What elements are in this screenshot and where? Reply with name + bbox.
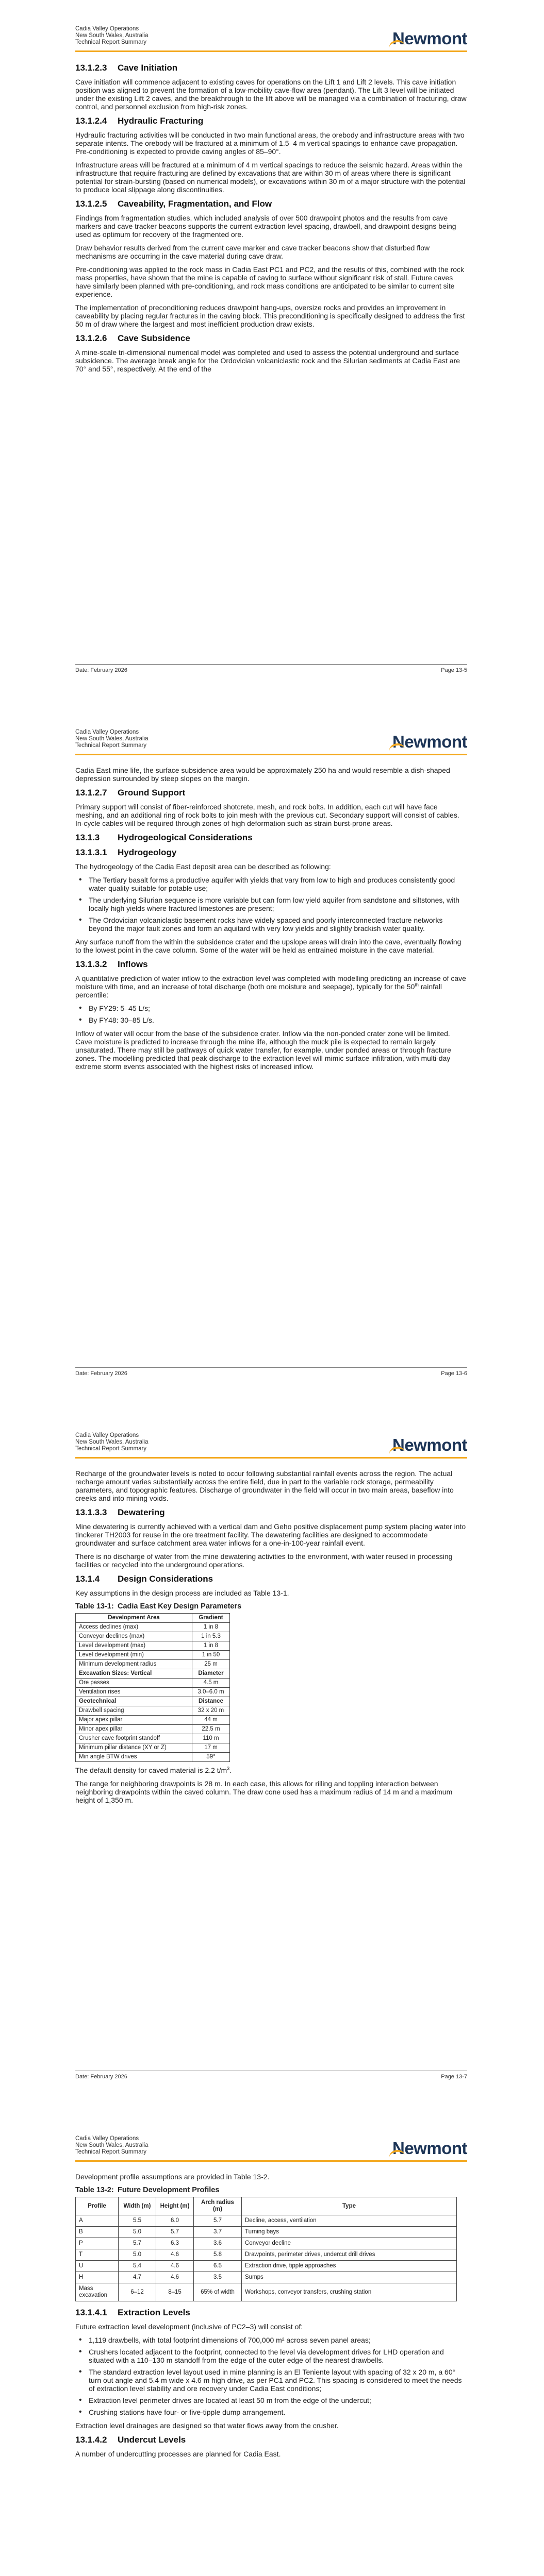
table-caption: Table 13-2: Future Development Profiles bbox=[75, 2186, 220, 2194]
page-13-8 bbox=[0, 2110, 544, 2576]
section-heading: 13.1.4.2 Undercut Levels bbox=[75, 2435, 186, 2445]
paragraph: Inflow of water will occur from the base of the subsidence crater. Inflow via the non-ponded crater zone will be limited. Cave moisture is predicted to increase through the mine life, although the muck pile is expected to remain largely unsaturated. There may still be pathways of quick water transfer, for example, under ponded areas or through fracture zones. The modelling predicted that peak discharge to the extraction level will mimic surface infiltration, with multi-day extreme storm events associated with the highest risks of increased inflow. bbox=[75, 1029, 451, 1071]
table-cell-value: 1 in 5.3 bbox=[192, 1632, 230, 1641]
table-cell-label: Geotechnical bbox=[76, 1697, 192, 1706]
page-footer bbox=[75, 664, 467, 675]
header-line-1: Cadia Valley Operations bbox=[75, 729, 139, 735]
header-line-1: Cadia Valley Operations bbox=[75, 1432, 139, 1438]
header-rule bbox=[75, 50, 467, 52]
table-cell-width: 5.0 bbox=[119, 2249, 156, 2261]
design-parameters-table bbox=[75, 1613, 230, 1762]
paragraph: Extraction level drainages are designed so that water flows away from the crusher. bbox=[75, 2421, 339, 2430]
section-heading: 13.1.3 Hydrogeological Considerations bbox=[75, 833, 253, 842]
section-heading: 13.1.3.2 Inflows bbox=[75, 959, 148, 969]
table-cell-value: 1 in 50 bbox=[192, 1651, 230, 1660]
table-cell-radius: 3.5 bbox=[194, 2272, 242, 2283]
table-cell-height: 4.6 bbox=[156, 2261, 194, 2272]
paragraph: Cave initiation will commence adjacent to existing caves for operations on the Lift 1 and Lift 2 levels. This cave initiation position was aligned to prevent the formation of a low-mobility cave-flow area (pendant). The Lift 3 level will be initiated under the existing Lift 2 caves, and the breakthrough to the lift above will be managed via a combination of fracturing, draw control, and personnel exclusion from high-risk zones. bbox=[75, 78, 467, 111]
table-row bbox=[76, 2283, 457, 2301]
table-cell-radius: 3.6 bbox=[194, 2238, 242, 2249]
table-cell-radius: 5.7 bbox=[194, 2215, 242, 2227]
table-cell-label: Ore passes bbox=[76, 1679, 192, 1688]
page-13-5 bbox=[0, 0, 544, 703]
paragraph: Mine dewatering is currently achieved with a vertical dam and Geho positive displacement pump system placing water into tinckerer TH2003 for reuse in the ore treatment facility. The dewatering facilities are designed to accommodate groundwater and surface catchment area water inflows for a one-in-100-year rainfall event. bbox=[75, 1522, 466, 1547]
table-row bbox=[76, 1725, 230, 1734]
table-cell-value: 25 m bbox=[192, 1660, 230, 1669]
table-cell-value: 59° bbox=[192, 1753, 230, 1762]
table-row bbox=[76, 2249, 457, 2261]
footer-page-number: Page 13-5 bbox=[441, 667, 467, 673]
table-cell-label: Minor apex pillar bbox=[76, 1725, 192, 1734]
header-line-2: New South Wales, Australia bbox=[75, 736, 149, 742]
table-cell-profile: P bbox=[76, 2238, 119, 2249]
page-body bbox=[75, 766, 467, 1076]
header-line-2: New South Wales, Australia bbox=[75, 1439, 149, 1445]
table-cell-type: Drawpoints, perimeter drives, undercut drill drives bbox=[242, 2249, 457, 2261]
table-cell-type: Turning bays bbox=[242, 2227, 457, 2238]
list-item: • The Ordovician volcaniclastic basement rocks have widely spaced and poorly interconnected fracture networks beyond the major fault zones and form an aquitard with very low yields and slightly brackish water quality. bbox=[75, 916, 467, 933]
table-cell-value: 3.0–6.0 m bbox=[192, 1688, 230, 1697]
table-cell-profile: Mass excavation bbox=[76, 2283, 119, 2301]
header-text bbox=[75, 729, 148, 749]
table-row bbox=[76, 1697, 230, 1706]
table-row bbox=[76, 2238, 457, 2249]
table-cell-label: Crusher cave footprint standoff bbox=[76, 1734, 192, 1743]
footer-date: Date: February 2026 bbox=[75, 667, 127, 673]
column-header: Profile bbox=[76, 2197, 119, 2215]
paragraph: Draw behavior results derived from the current cave marker and cave tracker beacons show that disturbed flow mechanisms are occurring in the cave material during cave draw. bbox=[75, 244, 430, 260]
column-header: Type bbox=[242, 2197, 457, 2215]
table-cell-width: 6–12 bbox=[119, 2283, 156, 2301]
table-row bbox=[76, 1753, 230, 1762]
column-header: Gradient bbox=[192, 1614, 230, 1623]
paragraph: The hydrogeology of the Cadia East deposit area can be described as following: bbox=[75, 862, 331, 871]
paragraph: The range for neighboring drawpoints is 28 m. In each case, this allows for rilling and toppling interaction between neighboring drawpoints within the caved column. The draw cone used has a maximum radius of 14 m and a maximum height of 1,350 m. bbox=[75, 1780, 453, 1804]
table-cell-width: 5.4 bbox=[119, 2261, 156, 2272]
table-cell-height: 8–15 bbox=[156, 2283, 194, 2301]
list-item: • Extraction level perimeter drives are located at least 50 m from the edge of the undercut; bbox=[75, 2396, 467, 2404]
newmont-logo: Newmont bbox=[392, 2139, 467, 2158]
table-cell-type: Extraction drive, tipple approaches bbox=[242, 2261, 457, 2272]
page-13-6 bbox=[0, 703, 544, 1406]
table-cell-value: 1 in 8 bbox=[192, 1623, 230, 1632]
table-row bbox=[76, 2227, 457, 2238]
paragraph: Hydraulic fracturing activities will be conducted in two main functional areas, the orebody and infrastructure areas with two separate intents. The orebody will be fractured at a minimum of 1.5–4 m vertical spacings to enhance cave propagation. Pre-conditioning is expected to provide caving angles of 85–90°. bbox=[75, 131, 465, 156]
table-row bbox=[76, 1669, 230, 1679]
paragraph: A mine-scale tri-dimensional numerical model was completed and used to assess the potential underground and surface subsidence. The average break angle for the Ordovician volcaniclastic rock and the Silurian sediments at Cadia East are 70° and 55°, respectively. At the end of the bbox=[75, 348, 460, 373]
header-rule bbox=[75, 1457, 467, 1459]
table-cell-profile: T bbox=[76, 2249, 119, 2261]
header-line-1: Cadia Valley Operations bbox=[75, 26, 139, 32]
section-heading: 13.1.2.4 Hydraulic Fracturing bbox=[75, 116, 204, 126]
page-footer bbox=[75, 1367, 467, 1378]
table-cell-value: Diameter bbox=[192, 1669, 230, 1679]
newmont-logo: Newmont bbox=[392, 1435, 467, 1455]
table-row bbox=[76, 1651, 230, 1660]
page-footer bbox=[75, 2071, 467, 2081]
column-header: Width (m) bbox=[119, 2197, 156, 2215]
bullet-list bbox=[75, 876, 467, 933]
header-rule bbox=[75, 754, 467, 755]
table-cell-value: 32 x 20 m bbox=[192, 1706, 230, 1716]
section-heading: 13.1.4 Design Considerations bbox=[75, 1574, 213, 1584]
page-header bbox=[75, 26, 467, 54]
header-line-3: Technical Report Summary bbox=[75, 742, 147, 749]
table-cell-label: Minimum development radius bbox=[76, 1660, 192, 1669]
table-cell-profile: H bbox=[76, 2272, 119, 2283]
page-body bbox=[75, 1469, 467, 1809]
paragraph: Primary support will consist of fiber-reinforced shotcrete, mesh, and rock bolts. In addition, each cut will have face meshing, and an additional ring of rock bolts to join mesh with the previous cut. Secondary support will consist of cables. In-cycle cables will be required through zones of high deformation such as strain burst-prone areas. bbox=[75, 803, 459, 827]
footer-date: Date: February 2026 bbox=[75, 2074, 127, 2080]
footer-date: Date: February 2026 bbox=[75, 1370, 127, 1377]
table-row bbox=[76, 2261, 457, 2272]
table-cell-width: 5.0 bbox=[119, 2227, 156, 2238]
page-body bbox=[75, 63, 467, 378]
table-cell-height: 5.7 bbox=[156, 2227, 194, 2238]
table-row bbox=[76, 1706, 230, 1716]
section-heading: 13.1.2.5 Caveability, Fragmentation, and Flow bbox=[75, 199, 272, 209]
page-header bbox=[75, 729, 467, 757]
table-cell-label: Excavation Sizes: Vertical bbox=[76, 1669, 192, 1679]
header-line-2: New South Wales, Australia bbox=[75, 2142, 149, 2148]
section-heading: 13.1.3.3 Dewatering bbox=[75, 1507, 165, 1517]
table-cell-width: 5.7 bbox=[119, 2238, 156, 2249]
header-text bbox=[75, 26, 148, 46]
table-cell-label: Level development (max) bbox=[76, 1641, 192, 1651]
bullet-list bbox=[75, 1004, 467, 1024]
list-item: • 1,119 drawbells, with total footprint dimensions of 700,000 m² across seven panel areas; bbox=[75, 2336, 467, 2344]
table-cell-radius: 3.7 bbox=[194, 2227, 242, 2238]
paragraph: Future extraction level development (inclusive of PC2–3) will consist of: bbox=[75, 2323, 303, 2331]
table-cell-value: 22.5 m bbox=[192, 1725, 230, 1734]
table-row bbox=[76, 1688, 230, 1697]
table-row bbox=[76, 1632, 230, 1641]
page-body bbox=[75, 2173, 467, 2463]
table-cell-label: Major apex pillar bbox=[76, 1716, 192, 1725]
column-header: Height (m) bbox=[156, 2197, 194, 2215]
paragraph: Pre-conditioning was applied to the rock mass in Cadia East PC1 and PC2, and the results of this, combined with the rock mass properties, have shown that the mine is capable of caving to surface without significant risk of stall. Future caves have similarly been planned with pre-conditioning, and rock mass conditions are anticipated to be similar to current site experience. bbox=[75, 265, 465, 298]
list-item: • By FY48: 30–85 L/s. bbox=[75, 1016, 467, 1024]
table-cell-value: 1 in 8 bbox=[192, 1641, 230, 1651]
page-header bbox=[75, 2136, 467, 2163]
table-cell-profile: B bbox=[76, 2227, 119, 2238]
paragraph: Key assumptions in the design process are included as Table 13-1. bbox=[75, 1589, 289, 1597]
paragraph: There is no discharge of water from the mine dewatering activities to the environment, with water reused in processing facilities or recycled into the underground operations. bbox=[75, 1552, 453, 1569]
page-13-7 bbox=[0, 1406, 544, 2110]
table-cell-value: 110 m bbox=[192, 1734, 230, 1743]
paragraph: Any surface runoff from the within the subsidence crater and the upslope areas will drain into the cave, eventually flowing to the lowest point in the cave column. Some of the water will be held as entrained moisture in the cave material. bbox=[75, 938, 461, 954]
table-row bbox=[76, 1641, 230, 1651]
table-cell-label: Level development (min) bbox=[76, 1651, 192, 1660]
column-header: Arch radius (m) bbox=[194, 2197, 242, 2215]
table-cell-radius: 65% of width bbox=[194, 2283, 242, 2301]
table-cell-height: 6.3 bbox=[156, 2238, 194, 2249]
section-heading: 13.1.4.1 Extraction Levels bbox=[75, 2308, 190, 2317]
table-cell-type: Conveyor decline bbox=[242, 2238, 457, 2249]
table-cell-type: Workshops, conveyor transfers, crushing station bbox=[242, 2283, 457, 2301]
list-item: • By FY29: 5–45 L/s; bbox=[75, 1004, 467, 1012]
list-item: • Crushing stations have four- or five-tipple dump arrangement. bbox=[75, 2408, 467, 2416]
paragraph: Recharge of the groundwater levels is noted to occur following substantial rainfall events across the region. The actual recharge amount varies substantially across the entire field, due in part to the variable rock storage, permeability parameters, and topographic features. Discharge of groundwater in the field will occur in two main areas, baseflow into creeks and into mining voids. bbox=[75, 1469, 454, 1502]
development-profiles-table bbox=[75, 2197, 457, 2301]
table-row bbox=[76, 2215, 457, 2227]
newmont-logo: Newmont bbox=[392, 29, 467, 48]
paragraph: The default density for caved material is 2.2 $t/m^3$. bbox=[75, 1766, 232, 1774]
table-cell-type: Sumps bbox=[242, 2272, 457, 2283]
header-line-3: Technical Report Summary bbox=[75, 39, 147, 45]
section-heading: 13.1.2.7 Ground Support bbox=[75, 788, 186, 798]
table-cell-value: 17 m bbox=[192, 1743, 230, 1753]
column-header: Development Area bbox=[76, 1614, 192, 1623]
header-rule bbox=[75, 2160, 467, 2162]
header-line-2: New South Wales, Australia bbox=[75, 32, 149, 39]
table-cell-label: Drawbell spacing bbox=[76, 1706, 192, 1716]
table-cell-width: 4.7 bbox=[119, 2272, 156, 2283]
paragraph: The implementation of preconditioning reduces drawpoint hang-ups, oversize rocks and provides an improvement in caveability by placing regular fractures in the caving block. This preconditioning is specifically designed to address the first 50 m of draw where the largest and most inefficient production draw exists. bbox=[75, 303, 465, 328]
section-heading: 13.1.2.3 Cave Initiation bbox=[75, 63, 178, 73]
footer-page-number: Page 13-6 bbox=[441, 1370, 467, 1377]
list-item: • The Tertiary basalt forms a productive aquifer with yields that vary from low to high and produces consistently good water quality suitable for potable use; bbox=[75, 876, 467, 892]
table-row bbox=[76, 1679, 230, 1688]
table-row bbox=[76, 2272, 457, 2283]
table-row bbox=[76, 1743, 230, 1753]
table-cell-height: 4.6 bbox=[156, 2272, 194, 2283]
section-heading: 13.1.3.1 Hydrogeology bbox=[75, 848, 177, 857]
table-row bbox=[76, 1734, 230, 1743]
list-item: • The standard extraction level layout used in mine planning is an El Teniente layout with spacing of 32 x 20 m, a 60° turn out angle and 5.4 m wide x 4.6 m high drive, as per PC1 and PC2. This spacing is considered to meet the needs of extraction level stability and ore recovery under Cadia East conditions; bbox=[75, 2368, 467, 2393]
paragraph: Cadia East mine life, the surface subsidence area would be approximately 250 ha and would resemble a dish-shaped depression surrounded by steep slopes on the margin. bbox=[75, 766, 450, 783]
paragraph: A quantitative prediction of water inflow to the extraction level was completed with modelling predicting an increase of cave moisture with time, and an increase of total discharge (both ore moisture and seepage), typically for the 50th rainfall percentile: bbox=[75, 974, 466, 999]
table-caption: Table 13-1: Cadia East Key Design Parameters bbox=[75, 1602, 242, 1611]
table-cell-label: Conveyor declines (max) bbox=[76, 1632, 192, 1641]
table-cell-label: Access declines (max) bbox=[76, 1623, 192, 1632]
table-cell-type: Decline, access, ventilation bbox=[242, 2215, 457, 2227]
table-cell-profile: U bbox=[76, 2261, 119, 2272]
paragraph: A number of undercutting processes are planned for Cadia East. bbox=[75, 2450, 281, 2458]
newmont-logo: Newmont bbox=[392, 732, 467, 752]
table-cell-height: 6.0 bbox=[156, 2215, 194, 2227]
table-cell-value: 4.5 m bbox=[192, 1679, 230, 1688]
list-item: • The underlying Silurian sequence is more variable but can form low yield aquifer from sandstone and siltstones, with locally high yields where fractured limestones are present; bbox=[75, 896, 467, 912]
header-text bbox=[75, 2136, 148, 2156]
table-cell-radius: 5.8 bbox=[194, 2249, 242, 2261]
paragraph: Findings from fragmentation studies, which included analysis of over 500 drawpoint photos and the results from cave markers and cave tracker beacons supports the current extraction level spacing, drawbell, and drawpoint designs being used as optimum for recovery of the fragmented ore. bbox=[75, 214, 456, 239]
table-cell-label: Ventilation rises bbox=[76, 1688, 192, 1697]
table-row bbox=[76, 1716, 230, 1725]
section-heading: 13.1.2.6 Cave Subsidence bbox=[75, 333, 190, 343]
table-row bbox=[76, 1660, 230, 1669]
table-cell-height: 4.6 bbox=[156, 2249, 194, 2261]
paragraph: Development profile assumptions are provided in Table 13-2. bbox=[75, 2173, 270, 2181]
bullet-list bbox=[75, 2336, 467, 2416]
header-line-1: Cadia Valley Operations bbox=[75, 2136, 139, 2142]
header-text bbox=[75, 1432, 148, 1452]
table-cell-radius: 6.5 bbox=[194, 2261, 242, 2272]
table-row bbox=[76, 1623, 230, 1632]
page-header bbox=[75, 1432, 467, 1460]
table-cell-label: Minimum pillar distance (XY or Z) bbox=[76, 1743, 192, 1753]
header-line-3: Technical Report Summary bbox=[75, 2149, 147, 2155]
footer-page-number: Page 13-7 bbox=[441, 2074, 467, 2080]
header-line-3: Technical Report Summary bbox=[75, 1446, 147, 1452]
table-cell-profile: A bbox=[76, 2215, 119, 2227]
table-cell-width: 5.5 bbox=[119, 2215, 156, 2227]
paragraph: Infrastructure areas will be fractured at a minimum of 4 m vertical spacings to reduce the seismic hazard. Areas within the infrastructure that require fracturing are defined by excavations that are within 30 m of areas where there is significant potential for strain-bursting (based on numerical models), or excavations within 30 m of a major structure with the potential to produce local slippage along discontinuities. bbox=[75, 161, 466, 194]
table-cell-label: Min angle BTW drives bbox=[76, 1753, 192, 1762]
list-item: • Crushers located adjacent to the footprint, connected to the level via development drives for LHD operation and situated with a 110–130 m standoff from the edge of the outer edge of the nearest drawbells. bbox=[75, 2348, 467, 2364]
table-cell-value: Distance bbox=[192, 1697, 230, 1706]
table-cell-value: 44 m bbox=[192, 1716, 230, 1725]
